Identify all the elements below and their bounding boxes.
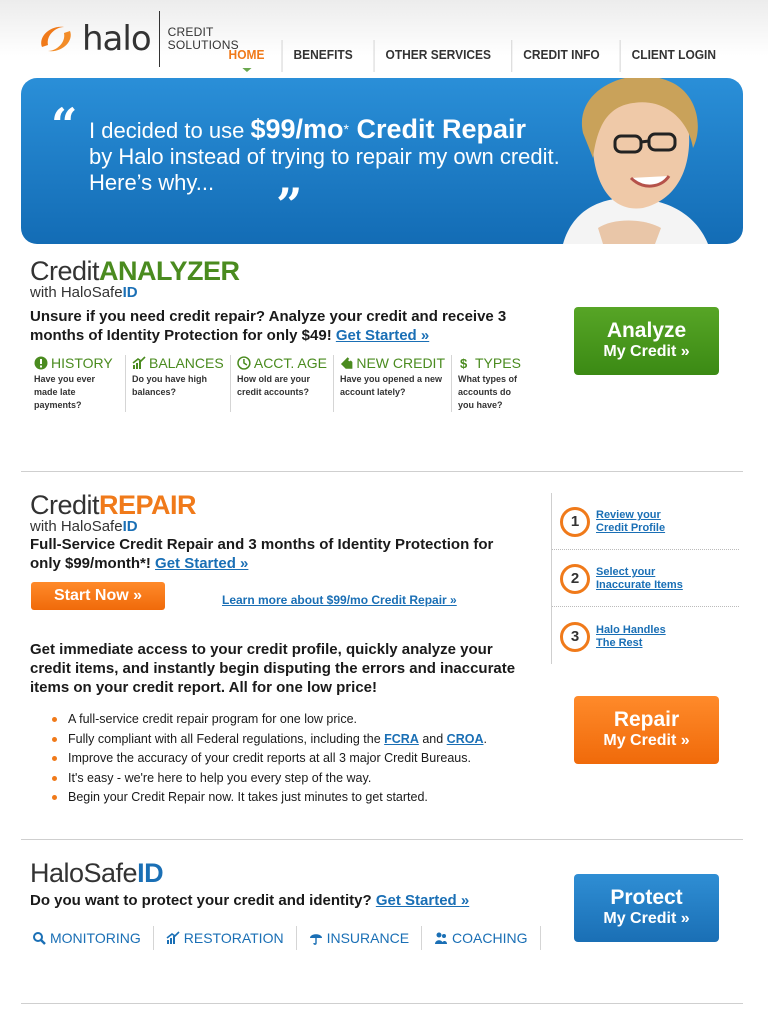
nav-credit-info[interactable]: CREDIT INFO: [512, 40, 611, 72]
feature-acct-age-desc: How old are your credit accounts?: [237, 374, 311, 397]
logo-sub-line2: SOLUTIONS: [167, 38, 239, 52]
step-3-number: 3: [560, 622, 590, 652]
main-nav: [215, 40, 732, 72]
repair-my-credit-button[interactable]: [574, 696, 719, 764]
logo-sub-line1: CREDIT: [167, 25, 214, 39]
svg-text:$: $: [460, 356, 468, 370]
bullet-2-end: .: [483, 731, 487, 746]
safeid-lead-text: Do you want to protect your credit and identity?: [30, 892, 376, 909]
feature-acct-age-title: [237, 355, 327, 371]
nav-client-login[interactable]: CLIENT LOGIN: [620, 40, 727, 72]
feature-new-credit-label: NEW CREDIT: [356, 355, 445, 371]
feature-history: [30, 355, 125, 412]
banner-product: Credit Repair: [348, 114, 527, 144]
repair-get-started-link[interactable]: Get Started »: [155, 555, 249, 572]
list-item: Improve the accuracy of your credit reports at all 3 major Credit Bureaus.: [52, 749, 542, 769]
dollar-icon: [458, 356, 472, 370]
exclamation-icon: [34, 356, 48, 370]
repair-steps: [551, 493, 739, 664]
analyzer-brand-b: ANALYZER: [99, 256, 240, 286]
analyzer-lead: [30, 307, 550, 345]
safeid-brand-b: ID: [137, 858, 164, 888]
testimonial-banner[interactable]: [21, 78, 743, 244]
divider-3: [21, 1003, 743, 1004]
umbrella-icon: [309, 931, 323, 945]
repair-with-safeid: [30, 518, 550, 535]
repair-with-b: ID: [122, 518, 138, 535]
banner-text: [89, 116, 589, 196]
credit-analyzer-title: [30, 256, 550, 287]
step-3-link[interactable]: Halo Handles The Rest: [596, 623, 666, 649]
analyzer-get-started-link[interactable]: Get Started »: [335, 327, 430, 344]
quote-close: ”: [276, 178, 303, 232]
nav-benefits[interactable]: BENEFITS: [282, 40, 364, 72]
step-2-link[interactable]: Select your Inaccurate Items: [596, 566, 683, 591]
learn-more-link[interactable]: Learn more about $99/mo Credit Repair »: [222, 593, 457, 607]
protect-cta-line2: My Credit »: [603, 910, 690, 927]
banner-text-1: I decided to use: [89, 118, 251, 143]
step-2-number: 2: [560, 564, 590, 594]
tag-icon: [340, 356, 353, 370]
bullet-2-mid: and: [418, 731, 447, 746]
step-1: [552, 493, 739, 550]
feature-types: [451, 355, 531, 412]
analyze-cta-line1: Analyze: [606, 319, 687, 342]
divider-2: [21, 839, 743, 840]
repair-cta-line2: My Credit »: [603, 732, 690, 749]
repair-cta-line1: Repair: [613, 708, 680, 731]
feature-balances-title: [132, 355, 224, 371]
feature-new-credit-desc: Have you opened a new account lately?: [340, 374, 443, 397]
repair-lead: [30, 535, 500, 573]
analyzer-brand-a: Credit: [30, 256, 100, 286]
feature-acct-age-label: ACCT. AGE: [253, 355, 327, 371]
fcra-link[interactable]: FCRA: [384, 731, 419, 746]
logo-divider: [159, 11, 160, 67]
analyzer-lead-text: Unsure if you need credit repair? Analyze your credit and receive 3 months of Identity Protection for only $49!: [30, 308, 507, 344]
repair-benefits-list: [52, 710, 542, 808]
credit-repair-section: [30, 490, 550, 573]
woman-photo: [543, 78, 713, 244]
halo-logo[interactable]: [34, 10, 239, 68]
chart-up-icon: [166, 931, 180, 945]
feature-balances-label: BALANCES: [149, 355, 224, 371]
repair-brand-b: REPAIR: [99, 490, 197, 520]
service-coaching-label: COACHING: [452, 930, 528, 946]
step-3: [552, 607, 739, 664]
banner-asterisk: *: [343, 121, 349, 137]
credit-repair-title: [30, 490, 550, 521]
feature-types-desc: What types of accounts do you have?: [458, 374, 518, 410]
feature-balances-desc: Do you have high balances?: [132, 374, 208, 397]
analyze-my-credit-button[interactable]: [574, 307, 719, 375]
service-insurance-label: INSURANCE: [326, 930, 410, 946]
credit-analyzer-section: [30, 256, 550, 345]
halo-safeid-section: [30, 858, 550, 910]
halo-safeid-title: [30, 858, 550, 889]
start-now-button[interactable]: Start Now »: [31, 582, 165, 610]
analyzer-with-a: with HaloSafe: [30, 284, 123, 301]
protect-cta-line1: Protect: [610, 886, 683, 909]
chart-up-icon: [132, 356, 146, 370]
list-item: [52, 730, 542, 750]
feature-history-title: [34, 355, 119, 371]
nav-home[interactable]: HOME: [218, 40, 276, 72]
feature-acct-age: [230, 355, 333, 412]
feature-types-label: TYPES: [475, 355, 521, 371]
repair-lead-text: Full-Service Credit Repair and 3 months of Identity Protection for only $99/month*!: [30, 536, 494, 572]
magnifier-icon: [32, 931, 46, 945]
feature-new-credit-title: [340, 355, 445, 371]
feature-types-title: [458, 355, 525, 371]
banner-text-2: by Halo instead of trying to repair my own credit. Here’s why...: [89, 144, 560, 195]
list-item: Begin your Credit Repair now. It takes just minutes to get started.: [52, 788, 542, 808]
service-coaching[interactable]: [422, 926, 540, 950]
analyzer-with-safeid: [30, 284, 550, 301]
feature-new-credit: [333, 355, 451, 412]
repair-with-a: with HaloSafe: [30, 518, 123, 535]
feature-history-label: HISTORY: [51, 355, 113, 371]
repair-body-text: Get immediate access to your credit profile, quickly analyze your credit items, and instantly begin disputing the errors and inaccurate items on your credit report. All for one low price!: [30, 641, 516, 696]
logo-word: halo: [82, 19, 151, 59]
bullet-2-text: Fully compliant with all Federal regulations, including the: [68, 731, 385, 746]
analyzer-features: [30, 355, 531, 412]
service-restoration-label: RESTORATION: [183, 930, 284, 946]
safeid-brand-a: HaloSafe: [30, 858, 138, 888]
repair-brand-a: Credit: [30, 490, 100, 520]
service-monitoring[interactable]: [32, 926, 154, 950]
banner-price: $99/mo: [250, 114, 344, 144]
feature-history-desc: Have you ever made late payments?: [34, 374, 96, 410]
halo-swoosh-icon: [34, 17, 78, 61]
croa-link[interactable]: CROA: [446, 731, 484, 746]
protect-my-credit-button[interactable]: [574, 874, 719, 942]
divider-1: [21, 471, 743, 472]
people-icon: [434, 931, 448, 945]
list-item: A full-service credit repair program for one low price.: [52, 710, 542, 730]
clock-icon: [237, 356, 251, 370]
service-insurance[interactable]: [297, 926, 422, 950]
analyzer-with-b: ID: [122, 284, 138, 301]
safeid-services: [32, 926, 541, 950]
service-monitoring-label: MONITORING: [50, 930, 141, 946]
list-item: It's easy - we're here to help you every step of the way.: [52, 769, 542, 789]
step-2: [552, 550, 739, 607]
safeid-get-started-link[interactable]: Get Started »: [375, 892, 470, 909]
nav-other-services[interactable]: OTHER SERVICES: [373, 40, 501, 72]
analyze-cta-line2: My Credit »: [603, 343, 690, 360]
step-1-number: 1: [560, 507, 590, 537]
feature-balances: [125, 355, 230, 412]
site-header: [0, 0, 768, 80]
service-restoration[interactable]: [154, 926, 297, 950]
step-1-link[interactable]: Review your Credit Profile: [596, 509, 666, 534]
quote-open: “: [51, 98, 78, 152]
safeid-lead: [30, 891, 550, 910]
